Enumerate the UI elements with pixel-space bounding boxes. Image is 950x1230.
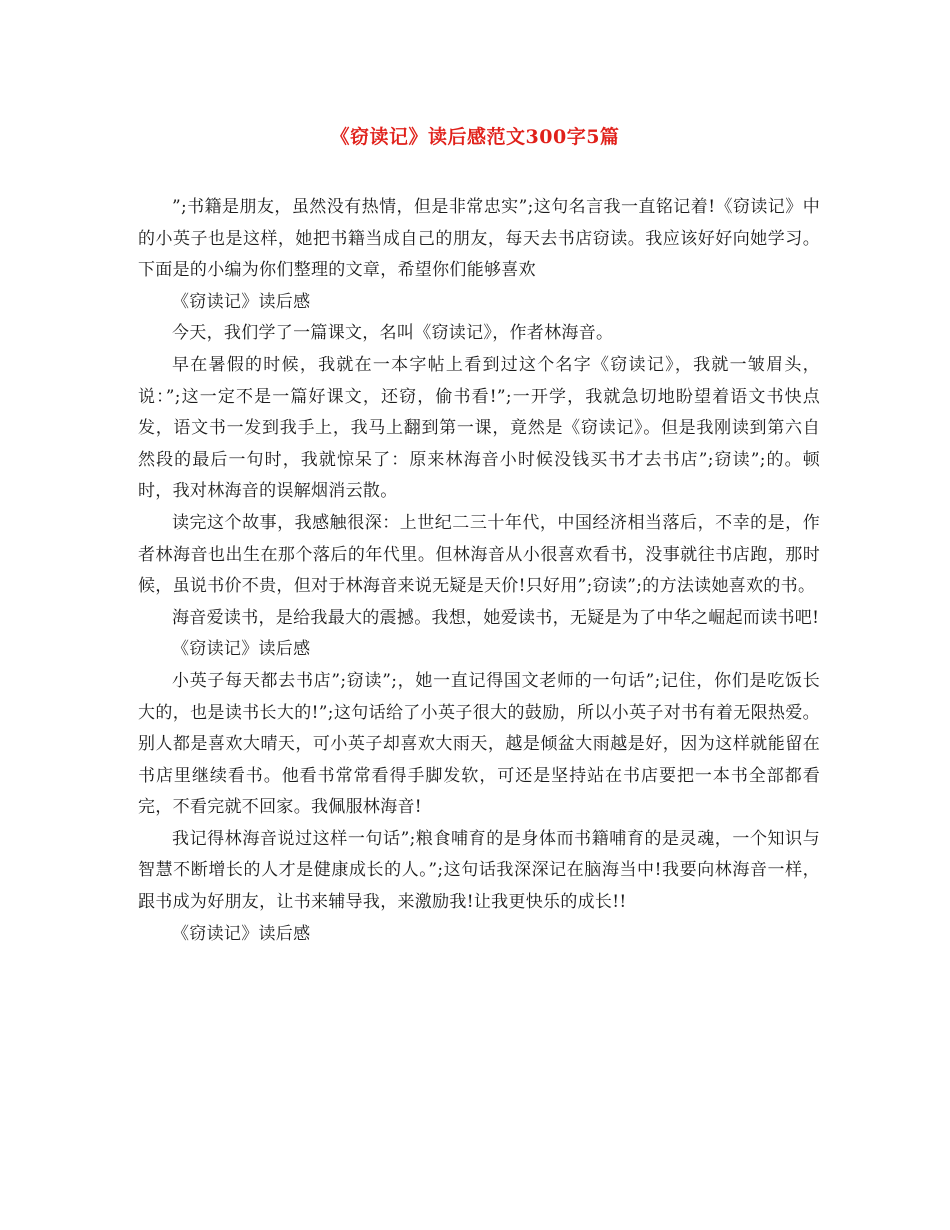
document-body (138, 192, 820, 950)
section-heading: 《窃读记》读后感 (172, 291, 311, 312)
section-heading: 《窃读记》读后感 (172, 639, 311, 660)
body-paragraph: 我记得林海音说过这样一句话”;粮食哺育的是身体而书籍哺育的是灵魂，一个知识与智慧不断增长的人才是健康成长的人。”;这句话我深深记在脑海当中!我要向林海音一样，跟书成为好朋友，让书来辅导我，来激励我!让我更快乐的成长!! (138, 828, 820, 913)
body-paragraph: ”;书籍是朋友，虽然没有热情，但是非常忠实”;这句名言我一直铭记着!《窃读记》中的小英子也是这样，她把书籍当成自己的朋友，每天去书店窃读。我应该好好向她学习。下面是的小编为你们整理的文章，希望你们能够喜欢 (138, 197, 820, 281)
document-title: 《窃读记》读后感范文300字5篇 (330, 126, 620, 148)
body-paragraph: 早在暑假的时候，我就在一本字帖上看到过这个名字《窃读记》，我就一皱眉头，说：”;这一定不是一篇好课文，还窃，偷书看!”;一开学，我就急切地盼望着语文书快点发，语文书一发到我手上，我马上翻到第一课，竟然是《窃读记》。但是我刚读到第六自然段的最后一句时，我就惊呆了：原来林海音小时候没钱买书才去书店”;窃读”;的。顿时，我对林海音的误解烟消云散。 (138, 354, 820, 502)
body-paragraph: 海音爱读书，是给我最大的震撼。我想，她爱读书，无疑是为了中华之崛起而读书吧! (172, 607, 820, 628)
body-paragraph: 读完这个故事，我感触很深：上世纪二三十年代，中国经济相当落后，不幸的是，作者林海音也出生在那个落后的年代里。但林海音从小很喜欢看书，没事就往书店跑，那时候，虽说书价不贵，但对于林海音来说无疑是天价!只好用”;窃读”;的方法读她喜欢的书。 (138, 512, 820, 597)
section-heading: 《窃读记》读后感 (172, 923, 311, 944)
body-paragraph: 小英子每天都去书店”;窃读”;，她一直记得国文老师的一句话”;记住，你们是吃饭长大的，也是读书长大的!”;这句话给了小英子很大的鼓励，所以小英子对书有着无限热爱。别人都是喜欢大晴天，可小英子却喜欢大雨天，越是倾盆大雨越是好，因为这样就能留在书店里继续看书。他看书常常看得手脚发软，可还是坚持站在书店要把一本书全部都看完，不看完就不回家。我佩服林海音! (138, 670, 820, 818)
body-paragraph: 今天，我们学了一篇课文，名叫《窃读记》，作者林海音。 (172, 323, 614, 344)
